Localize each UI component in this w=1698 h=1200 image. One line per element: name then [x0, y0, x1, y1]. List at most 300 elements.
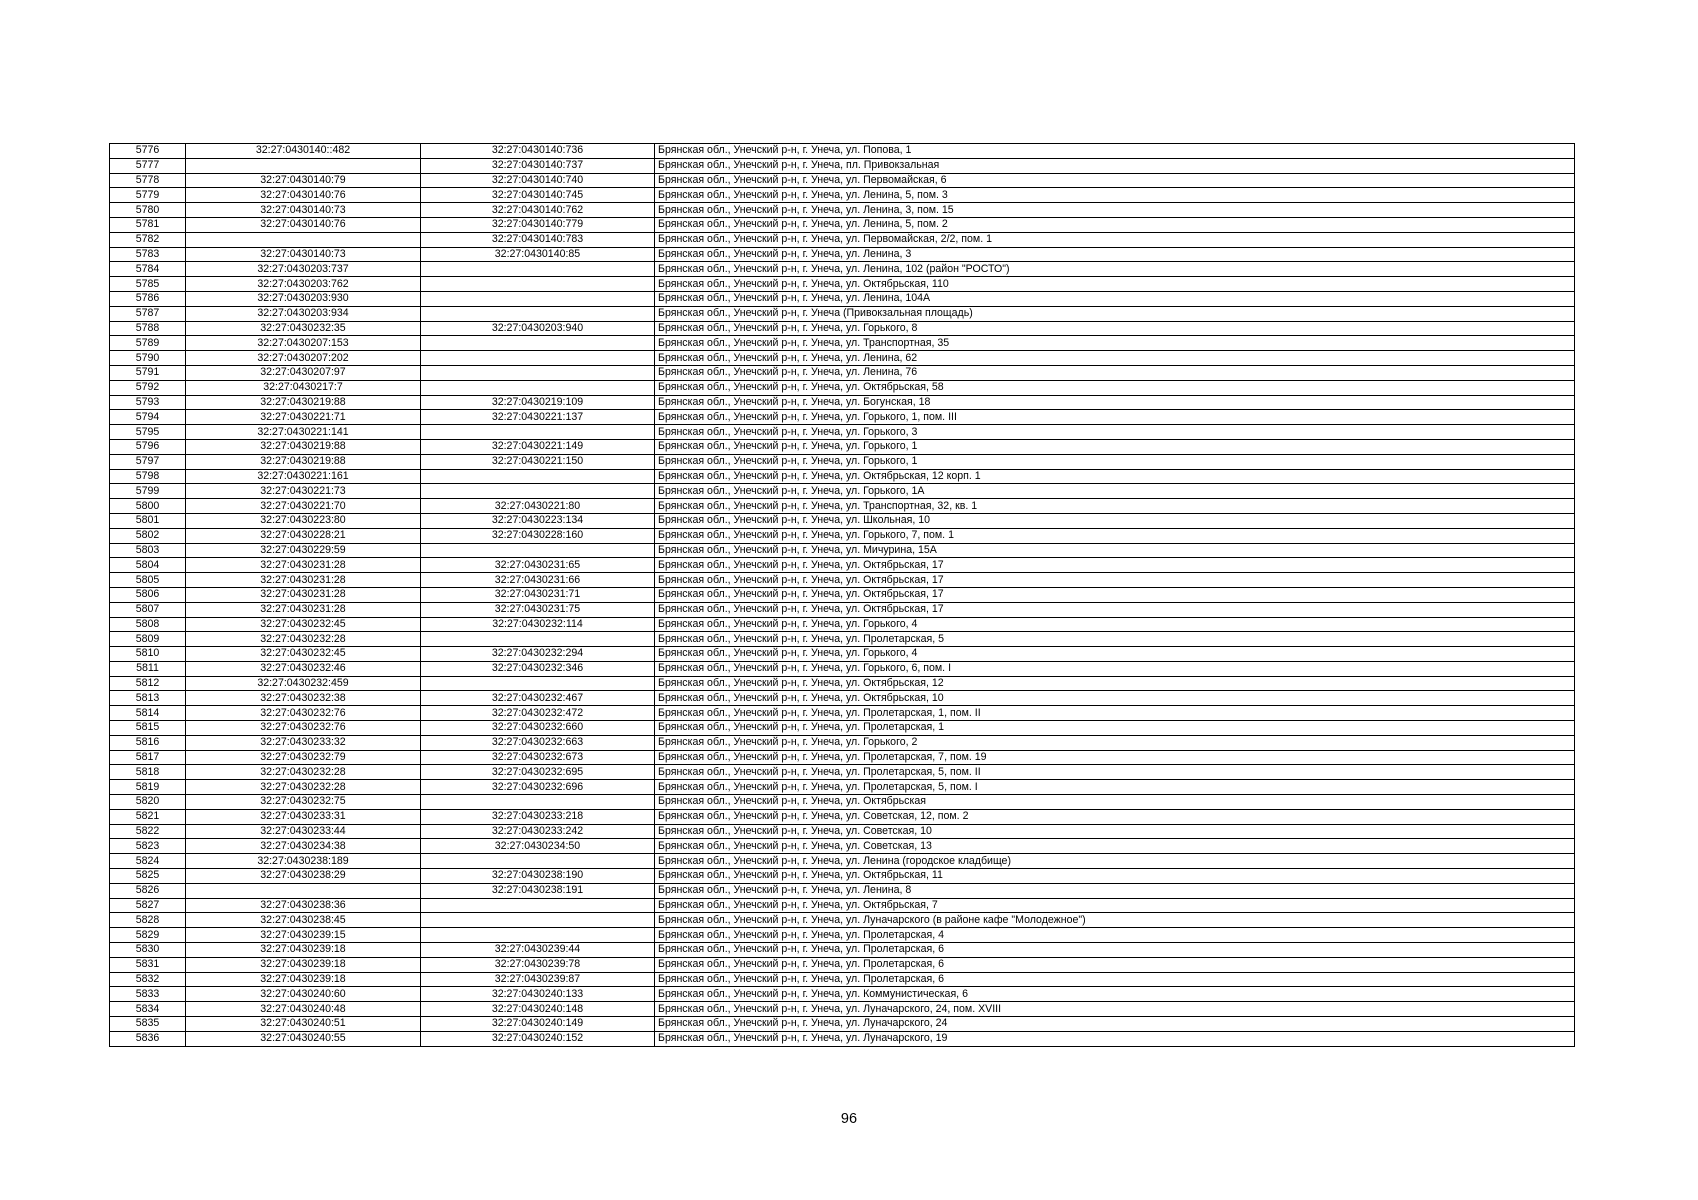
table-row [110, 809, 1575, 824]
row-number-cell: 5810 [110, 647, 186, 662]
new-cadastral-number-cell [421, 484, 655, 499]
address-cell: Брянская обл., Унечский р-н, г. Унеча, ул. Школьная, 10 [655, 513, 1575, 528]
old-cadastral-number-cell: 32:27:0430239:18 [186, 943, 421, 958]
new-cadastral-number-cell: 32:27:0430232:472 [421, 706, 655, 721]
table-row [110, 336, 1575, 351]
row-number-cell: 5780 [110, 203, 186, 218]
address-cell: Брянская обл., Унечский р-н, г. Унеча, ул. Ленина, 62 [655, 351, 1575, 366]
new-cadastral-number-cell [421, 795, 655, 810]
address-cell: Брянская обл., Унечский р-н, г. Унеча, ул. Пролетарская, 4 [655, 928, 1575, 943]
address-cell: Брянская обл., Унечский р-н, г. Унеча, ул. Советская, 10 [655, 824, 1575, 839]
table-row [110, 617, 1575, 632]
old-cadastral-number-cell: 32:27:0430239:15 [186, 928, 421, 943]
address-cell: Брянская обл., Унечский р-н, г. Унеча, ул. Луначарского, 24, пом. XVIII [655, 1002, 1575, 1017]
table-row [110, 543, 1575, 558]
row-number-cell: 5815 [110, 721, 186, 736]
new-cadastral-number-cell [421, 336, 655, 351]
row-number-cell: 5800 [110, 499, 186, 514]
new-cadastral-number-cell: 32:27:0430234:50 [421, 839, 655, 854]
new-cadastral-number-cell: 32:27:0430140:736 [421, 144, 655, 159]
old-cadastral-number-cell: 32:27:0430203:934 [186, 306, 421, 321]
new-cadastral-number-cell [421, 898, 655, 913]
address-cell: Брянская обл., Унечский р-н, г. Унеча, ул. Октябрьская, 17 [655, 587, 1575, 602]
new-cadastral-number-cell: 32:27:0430232:696 [421, 780, 655, 795]
table-row [110, 691, 1575, 706]
table-row [110, 247, 1575, 262]
address-cell: Брянская обл., Унечский р-н, г. Унеча, ул. Ленина, 3 [655, 247, 1575, 262]
table-row [110, 306, 1575, 321]
row-number-cell: 5811 [110, 661, 186, 676]
old-cadastral-number-cell: 32:27:0430203:762 [186, 277, 421, 292]
old-cadastral-number-cell: 32:27:0430233:31 [186, 809, 421, 824]
address-cell: Брянская обл., Унечский р-н, г. Унеча, ул. Октябрьская, 110 [655, 277, 1575, 292]
old-cadastral-number-cell: 32:27:0430232:76 [186, 721, 421, 736]
row-number-cell: 5825 [110, 869, 186, 884]
row-number-cell: 5829 [110, 928, 186, 943]
table-row [110, 587, 1575, 602]
address-cell: Брянская обл., Унечский р-н, г. Унеча, ул. Горького, 7, пом. 1 [655, 528, 1575, 543]
address-cell: Брянская обл., Унечский р-н, г. Унеча (Привокзальная площадь) [655, 306, 1575, 321]
old-cadastral-number-cell: 32:27:0430240:51 [186, 1017, 421, 1032]
table-row [110, 913, 1575, 928]
old-cadastral-number-cell: 32:27:0430232:75 [186, 795, 421, 810]
address-cell: Брянская обл., Унечский р-н, г. Унеча, ул. Попова, 1 [655, 144, 1575, 159]
address-cell: Брянская обл., Унечский р-н, г. Унеча, ул. Октябрьская [655, 795, 1575, 810]
table-row [110, 721, 1575, 736]
new-cadastral-number-cell: 32:27:0430240:148 [421, 1002, 655, 1017]
old-cadastral-number-cell: 32:27:0430238:189 [186, 854, 421, 869]
new-cadastral-number-cell: 32:27:0430140:745 [421, 188, 655, 203]
table-row [110, 943, 1575, 958]
new-cadastral-number-cell: 32:27:0430232:114 [421, 617, 655, 632]
row-number-cell: 5777 [110, 158, 186, 173]
row-number-cell: 5807 [110, 602, 186, 617]
old-cadastral-number-cell: 32:27:0430221:141 [186, 425, 421, 440]
row-number-cell: 5787 [110, 306, 186, 321]
new-cadastral-number-cell [421, 632, 655, 647]
new-cadastral-number-cell: 32:27:0430221:80 [421, 499, 655, 514]
new-cadastral-number-cell [421, 543, 655, 558]
table-row [110, 869, 1575, 884]
address-cell: Брянская обл., Унечский р-н, г. Унеча, пл. Привокзальная [655, 158, 1575, 173]
old-cadastral-number-cell: 32:27:0430140::482 [186, 144, 421, 159]
row-number-cell: 5784 [110, 262, 186, 277]
row-number-cell: 5806 [110, 587, 186, 602]
table-row [110, 676, 1575, 691]
new-cadastral-number-cell: 32:27:0430140:783 [421, 232, 655, 247]
new-cadastral-number-cell: 32:27:0430240:133 [421, 987, 655, 1002]
address-cell: Брянская обл., Унечский р-н, г. Унеча, ул. Ленина, 76 [655, 365, 1575, 380]
table-row [110, 558, 1575, 573]
address-cell: Брянская обл., Унечский р-н, г. Унеча, ул. Октябрьская, 17 [655, 602, 1575, 617]
table-body [110, 144, 1575, 1047]
row-number-cell: 5794 [110, 410, 186, 425]
row-number-cell: 5822 [110, 824, 186, 839]
address-cell: Брянская обл., Унечский р-н, г. Унеча, ул. Пролетарская, 1 [655, 721, 1575, 736]
new-cadastral-number-cell: 32:27:0430239:87 [421, 972, 655, 987]
table-row [110, 972, 1575, 987]
new-cadastral-number-cell: 32:27:0430239:78 [421, 957, 655, 972]
table-row [110, 321, 1575, 336]
row-number-cell: 5803 [110, 543, 186, 558]
old-cadastral-number-cell: 32:27:0430223:80 [186, 513, 421, 528]
old-cadastral-number-cell: 32:27:0430232:28 [186, 632, 421, 647]
old-cadastral-number-cell: 32:27:0430203:737 [186, 262, 421, 277]
table-row [110, 854, 1575, 869]
table-row [110, 765, 1575, 780]
table-row [110, 1017, 1575, 1032]
address-cell: Брянская обл., Унечский р-н, г. Унеча, ул. Коммунистическая, 6 [655, 987, 1575, 1002]
address-cell: Брянская обл., Унечский р-н, г. Унеча, ул. Мичурина, 15А [655, 543, 1575, 558]
new-cadastral-number-cell: 32:27:0430232:663 [421, 735, 655, 750]
new-cadastral-number-cell: 32:27:0430238:190 [421, 869, 655, 884]
address-cell: Брянская обл., Унечский р-н, г. Унеча, ул. Октябрьская, 58 [655, 380, 1575, 395]
row-number-cell: 5830 [110, 943, 186, 958]
new-cadastral-number-cell: 32:27:0430231:71 [421, 587, 655, 602]
row-number-cell: 5805 [110, 573, 186, 588]
table-row [110, 780, 1575, 795]
new-cadastral-number-cell: 32:27:0430140:762 [421, 203, 655, 218]
old-cadastral-number-cell: 32:27:0430231:28 [186, 602, 421, 617]
table-row [110, 158, 1575, 173]
address-cell: Брянская обл., Унечский р-н, г. Унеча, ул. Богунская, 18 [655, 395, 1575, 410]
address-cell: Брянская обл., Унечский р-н, г. Унеча, ул. Пролетарская, 5, пом. II [655, 765, 1575, 780]
old-cadastral-number-cell: 32:27:0430240:60 [186, 987, 421, 1002]
old-cadastral-number-cell: 32:27:0430233:44 [186, 824, 421, 839]
new-cadastral-number-cell [421, 913, 655, 928]
new-cadastral-number-cell [421, 291, 655, 306]
old-cadastral-number-cell: 32:27:0430203:930 [186, 291, 421, 306]
address-cell: Брянская обл., Унечский р-н, г. Унеча, ул. Советская, 12, пом. 2 [655, 809, 1575, 824]
table-row [110, 410, 1575, 425]
old-cadastral-number-cell: 32:27:0430240:48 [186, 1002, 421, 1017]
row-number-cell: 5786 [110, 291, 186, 306]
old-cadastral-number-cell: 32:27:0430140:73 [186, 203, 421, 218]
old-cadastral-number-cell: 32:27:0430232:38 [186, 691, 421, 706]
row-number-cell: 5819 [110, 780, 186, 795]
table-row [110, 499, 1575, 514]
row-number-cell: 5808 [110, 617, 186, 632]
table-row [110, 484, 1575, 499]
address-cell: Брянская обл., Унечский р-н, г. Унеча, ул. Ленина, 102 (район "РОСТО") [655, 262, 1575, 277]
table-row [110, 351, 1575, 366]
address-cell: Брянская обл., Унечский р-н, г. Унеча, ул. Луначарского, 19 [655, 1031, 1575, 1046]
address-cell: Брянская обл., Унечский р-н, г. Унеча, ул. Советская, 13 [655, 839, 1575, 854]
page-number: 96 [840, 1111, 858, 1127]
old-cadastral-number-cell: 32:27:0430239:18 [186, 972, 421, 987]
table-row [110, 632, 1575, 647]
address-cell: Брянская обл., Унечский р-н, г. Унеча, ул. Первомайская, 2/2, пом. 1 [655, 232, 1575, 247]
table-row [110, 439, 1575, 454]
row-number-cell: 5813 [110, 691, 186, 706]
row-number-cell: 5795 [110, 425, 186, 440]
table-row [110, 1002, 1575, 1017]
row-number-cell: 5826 [110, 883, 186, 898]
address-cell: Брянская обл., Унечский р-н, г. Унеча, ул. Транспортная, 32, кв. 1 [655, 499, 1575, 514]
row-number-cell: 5781 [110, 217, 186, 232]
new-cadastral-number-cell: 32:27:0430231:75 [421, 602, 655, 617]
address-cell: Брянская обл., Унечский р-н, г. Унеча, ул. Октябрьская, 11 [655, 869, 1575, 884]
row-number-cell: 5791 [110, 365, 186, 380]
table-row [110, 750, 1575, 765]
old-cadastral-number-cell [186, 232, 421, 247]
old-cadastral-number-cell: 32:27:0430233:32 [186, 735, 421, 750]
table-row [110, 203, 1575, 218]
address-cell: Брянская обл., Унечский р-н, г. Унеча, ул. Горького, 8 [655, 321, 1575, 336]
table-row [110, 602, 1575, 617]
old-cadastral-number-cell: 32:27:0430232:28 [186, 765, 421, 780]
table-row [110, 883, 1575, 898]
table-row [110, 573, 1575, 588]
new-cadastral-number-cell: 32:27:0430140:740 [421, 173, 655, 188]
old-cadastral-number-cell: 32:27:0430238:29 [186, 869, 421, 884]
new-cadastral-number-cell: 32:27:0430240:149 [421, 1017, 655, 1032]
address-cell: Брянская обл., Унечский р-н, г. Унеча, ул. Октябрьская, 12 корп. 1 [655, 469, 1575, 484]
table-row [110, 661, 1575, 676]
new-cadastral-number-cell: 32:27:0430232:294 [421, 647, 655, 662]
table-row [110, 706, 1575, 721]
new-cadastral-number-cell: 32:27:0430203:940 [421, 321, 655, 336]
row-number-cell: 5799 [110, 484, 186, 499]
row-number-cell: 5804 [110, 558, 186, 573]
new-cadastral-number-cell: 32:27:0430228:160 [421, 528, 655, 543]
address-cell: Брянская обл., Унечский р-н, г. Унеча, ул. Пролетарская, 7, пом. 19 [655, 750, 1575, 765]
table-row [110, 188, 1575, 203]
table-row [110, 928, 1575, 943]
old-cadastral-number-cell: 32:27:0430221:70 [186, 499, 421, 514]
address-cell: Брянская обл., Унечский р-н, г. Унеча, ул. Горького, 4 [655, 647, 1575, 662]
new-cadastral-number-cell: 32:27:0430239:44 [421, 943, 655, 958]
new-cadastral-number-cell: 32:27:0430232:673 [421, 750, 655, 765]
address-cell: Брянская обл., Унечский р-н, г. Унеча, ул. Ленина, 5, пом. 3 [655, 188, 1575, 203]
row-number-cell: 5776 [110, 144, 186, 159]
row-number-cell: 5809 [110, 632, 186, 647]
old-cadastral-number-cell: 32:27:0430232:459 [186, 676, 421, 691]
new-cadastral-number-cell: 32:27:0430223:134 [421, 513, 655, 528]
old-cadastral-number-cell: 32:27:0430231:28 [186, 558, 421, 573]
old-cadastral-number-cell: 32:27:0430221:73 [186, 484, 421, 499]
old-cadastral-number-cell: 32:27:0430219:88 [186, 454, 421, 469]
address-cell: Брянская обл., Унечский р-н, г. Унеча, ул. Пролетарская, 6 [655, 943, 1575, 958]
new-cadastral-number-cell: 32:27:0430140:85 [421, 247, 655, 262]
new-cadastral-number-cell [421, 306, 655, 321]
table-row [110, 735, 1575, 750]
old-cadastral-number-cell: 32:27:0430238:45 [186, 913, 421, 928]
table-row [110, 425, 1575, 440]
table-row [110, 513, 1575, 528]
table-row [110, 232, 1575, 247]
old-cadastral-number-cell: 32:27:0430229:59 [186, 543, 421, 558]
address-cell: Брянская обл., Унечский р-н, г. Унеча, ул. Горького, 1, пом. III [655, 410, 1575, 425]
old-cadastral-number-cell [186, 883, 421, 898]
address-cell: Брянская обл., Унечский р-н, г. Унеча, ул. Ленина (городское кладбище) [655, 854, 1575, 869]
old-cadastral-number-cell: 32:27:0430219:88 [186, 395, 421, 410]
table-row [110, 291, 1575, 306]
new-cadastral-number-cell: 32:27:0430231:66 [421, 573, 655, 588]
row-number-cell: 5827 [110, 898, 186, 913]
old-cadastral-number-cell: 32:27:0430207:153 [186, 336, 421, 351]
old-cadastral-number-cell: 32:27:0430140:79 [186, 173, 421, 188]
old-cadastral-number-cell: 32:27:0430140:73 [186, 247, 421, 262]
table-row [110, 395, 1575, 410]
row-number-cell: 5820 [110, 795, 186, 810]
table-row [110, 987, 1575, 1002]
table-row [110, 173, 1575, 188]
new-cadastral-number-cell: 32:27:0430140:779 [421, 217, 655, 232]
new-cadastral-number-cell: 32:27:0430238:191 [421, 883, 655, 898]
table-row [110, 454, 1575, 469]
new-cadastral-number-cell: 32:27:0430233:242 [421, 824, 655, 839]
new-cadastral-number-cell: 32:27:0430140:737 [421, 158, 655, 173]
new-cadastral-number-cell: 32:27:0430240:152 [421, 1031, 655, 1046]
old-cadastral-number-cell: 32:27:0430217:7 [186, 380, 421, 395]
new-cadastral-number-cell [421, 365, 655, 380]
new-cadastral-number-cell: 32:27:0430221:137 [421, 410, 655, 425]
address-cell: Брянская обл., Унечский р-н, г. Унеча, ул. Горького, 2 [655, 735, 1575, 750]
new-cadastral-number-cell: 32:27:0430219:109 [421, 395, 655, 410]
row-number-cell: 5788 [110, 321, 186, 336]
new-cadastral-number-cell: 32:27:0430221:149 [421, 439, 655, 454]
row-number-cell: 5818 [110, 765, 186, 780]
old-cadastral-number-cell: 32:27:0430232:79 [186, 750, 421, 765]
row-number-cell: 5798 [110, 469, 186, 484]
old-cadastral-number-cell: 32:27:0430239:18 [186, 957, 421, 972]
address-cell: Брянская обл., Унечский р-н, г. Унеча, ул. Ленина, 5, пом. 2 [655, 217, 1575, 232]
row-number-cell: 5821 [110, 809, 186, 824]
old-cadastral-number-cell: 32:27:0430140:76 [186, 217, 421, 232]
table-row [110, 277, 1575, 292]
row-number-cell: 5779 [110, 188, 186, 203]
address-cell: Брянская обл., Унечский р-н, г. Унеча, ул. Первомайская, 6 [655, 173, 1575, 188]
new-cadastral-number-cell: 32:27:0430232:467 [421, 691, 655, 706]
address-cell: Брянская обл., Унечский р-н, г. Унеча, ул. Пролетарская, 6 [655, 972, 1575, 987]
old-cadastral-number-cell: 32:27:0430240:55 [186, 1031, 421, 1046]
old-cadastral-number-cell: 32:27:0430140:76 [186, 188, 421, 203]
row-number-cell: 5785 [110, 277, 186, 292]
row-number-cell: 5824 [110, 854, 186, 869]
address-cell: Брянская обл., Унечский р-н, г. Унеча, ул. Пролетарская, 5, пом. I [655, 780, 1575, 795]
old-cadastral-number-cell: 32:27:0430221:161 [186, 469, 421, 484]
row-number-cell: 5835 [110, 1017, 186, 1032]
new-cadastral-number-cell: 32:27:0430221:150 [421, 454, 655, 469]
old-cadastral-number-cell: 32:27:0430232:76 [186, 706, 421, 721]
row-number-cell: 5792 [110, 380, 186, 395]
old-cadastral-number-cell: 32:27:0430232:46 [186, 661, 421, 676]
row-number-cell: 5816 [110, 735, 186, 750]
new-cadastral-number-cell [421, 854, 655, 869]
new-cadastral-number-cell: 32:27:0430232:695 [421, 765, 655, 780]
old-cadastral-number-cell: 32:27:0430231:28 [186, 573, 421, 588]
address-cell: Брянская обл., Унечский р-н, г. Унеча, ул. Ленина, 3, пом. 15 [655, 203, 1575, 218]
old-cadastral-number-cell: 32:27:0430238:36 [186, 898, 421, 913]
row-number-cell: 5828 [110, 913, 186, 928]
address-cell: Брянская обл., Унечский р-н, г. Унеча, ул. Пролетарская, 6 [655, 957, 1575, 972]
old-cadastral-number-cell: 32:27:0430231:28 [186, 587, 421, 602]
table-row [110, 380, 1575, 395]
row-number-cell: 5814 [110, 706, 186, 721]
row-number-cell: 5782 [110, 232, 186, 247]
row-number-cell: 5789 [110, 336, 186, 351]
address-cell: Брянская обл., Унечский р-н, г. Унеча, ул. Ленина, 104А [655, 291, 1575, 306]
new-cadastral-number-cell [421, 425, 655, 440]
row-number-cell: 5790 [110, 351, 186, 366]
table-row [110, 469, 1575, 484]
row-number-cell: 5833 [110, 987, 186, 1002]
new-cadastral-number-cell: 32:27:0430233:218 [421, 809, 655, 824]
table-row [110, 144, 1575, 159]
new-cadastral-number-cell [421, 277, 655, 292]
row-number-cell: 5802 [110, 528, 186, 543]
address-cell: Брянская обл., Унечский р-н, г. Унеча, ул. Горького, 1 [655, 439, 1575, 454]
new-cadastral-number-cell [421, 928, 655, 943]
new-cadastral-number-cell [421, 262, 655, 277]
old-cadastral-number-cell: 32:27:0430232:45 [186, 647, 421, 662]
row-number-cell: 5823 [110, 839, 186, 854]
old-cadastral-number-cell [186, 158, 421, 173]
old-cadastral-number-cell: 32:27:0430232:45 [186, 617, 421, 632]
new-cadastral-number-cell [421, 469, 655, 484]
table-row [110, 262, 1575, 277]
table-row [110, 1031, 1575, 1046]
address-cell: Брянская обл., Унечский р-н, г. Унеча, ул. Октябрьская, 17 [655, 558, 1575, 573]
row-number-cell: 5834 [110, 1002, 186, 1017]
row-number-cell: 5801 [110, 513, 186, 528]
row-number-cell: 5812 [110, 676, 186, 691]
new-cadastral-number-cell [421, 380, 655, 395]
new-cadastral-number-cell [421, 351, 655, 366]
address-cell: Брянская обл., Унечский р-н, г. Унеча, ул. Пролетарская, 1, пом. II [655, 706, 1575, 721]
table-row [110, 795, 1575, 810]
row-number-cell: 5836 [110, 1031, 186, 1046]
address-cell: Брянская обл., Унечский р-н, г. Унеча, ул. Пролетарская, 5 [655, 632, 1575, 647]
row-number-cell: 5796 [110, 439, 186, 454]
old-cadastral-number-cell: 32:27:0430234:38 [186, 839, 421, 854]
address-cell: Брянская обл., Унечский р-н, г. Унеча, ул. Горького, 6, пом. I [655, 661, 1575, 676]
row-number-cell: 5797 [110, 454, 186, 469]
old-cadastral-number-cell: 32:27:0430207:97 [186, 365, 421, 380]
table-row [110, 217, 1575, 232]
address-cell: Брянская обл., Унечский р-н, г. Унеча, ул. Ленина, 8 [655, 883, 1575, 898]
new-cadastral-number-cell [421, 676, 655, 691]
old-cadastral-number-cell: 32:27:0430219:88 [186, 439, 421, 454]
address-cell: Брянская обл., Унечский р-н, г. Унеча, ул. Октябрьская, 10 [655, 691, 1575, 706]
row-number-cell: 5778 [110, 173, 186, 188]
new-cadastral-number-cell: 32:27:0430232:346 [421, 661, 655, 676]
table-row [110, 957, 1575, 972]
old-cadastral-number-cell: 32:27:0430207:202 [186, 351, 421, 366]
table-row [110, 824, 1575, 839]
address-cell: Брянская обл., Унечский р-н, г. Унеча, ул. Горького, 4 [655, 617, 1575, 632]
table-row [110, 365, 1575, 380]
address-cell: Брянская обл., Унечский р-н, г. Унеча, ул. Октябрьская, 7 [655, 898, 1575, 913]
new-cadastral-number-cell: 32:27:0430231:65 [421, 558, 655, 573]
address-cell: Брянская обл., Унечский р-н, г. Унеча, ул. Октябрьская, 12 [655, 676, 1575, 691]
table-row [110, 898, 1575, 913]
old-cadastral-number-cell: 32:27:0430232:28 [186, 780, 421, 795]
row-number-cell: 5831 [110, 957, 186, 972]
address-cell: Брянская обл., Унечский р-н, г. Унеча, ул. Луначарского (в районе кафе "Молодежное") [655, 913, 1575, 928]
table-row [110, 839, 1575, 854]
old-cadastral-number-cell: 32:27:0430221:71 [186, 410, 421, 425]
address-cell: Брянская обл., Унечский р-н, г. Унеча, ул. Горького, 1 [655, 454, 1575, 469]
address-cell: Брянская обл., Унечский р-н, г. Унеча, ул. Горького, 3 [655, 425, 1575, 440]
row-number-cell: 5783 [110, 247, 186, 262]
address-cell: Брянская обл., Унечский р-н, г. Унеча, ул. Горького, 1А [655, 484, 1575, 499]
address-cell: Брянская обл., Унечский р-н, г. Унеча, ул. Луначарского, 24 [655, 1017, 1575, 1032]
new-cadastral-number-cell: 32:27:0430232:660 [421, 721, 655, 736]
old-cadastral-number-cell: 32:27:0430232:35 [186, 321, 421, 336]
row-number-cell: 5817 [110, 750, 186, 765]
